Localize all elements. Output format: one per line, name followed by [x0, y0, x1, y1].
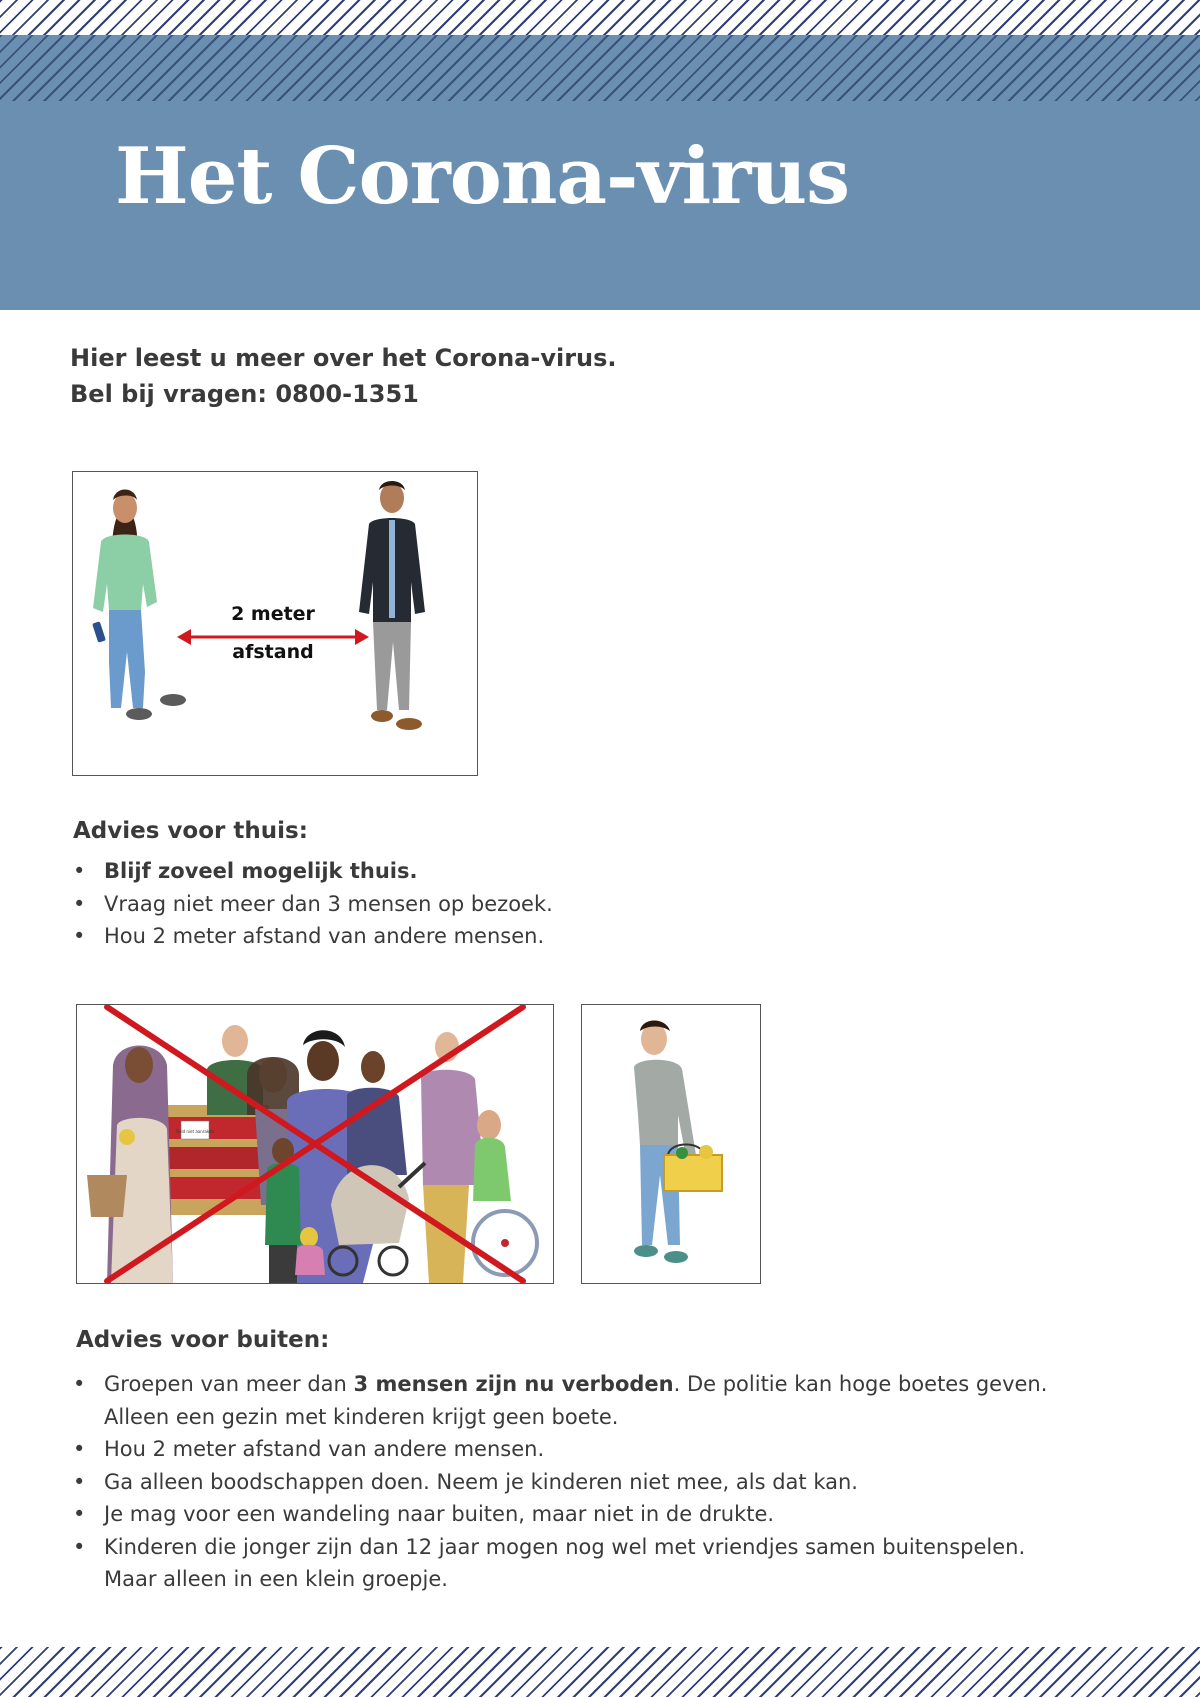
header-banner — [0, 35, 1200, 310]
list-item: • Groepen van meer dan 3 mensen zijn nu verboden. De politie kan hoge boetes geven. Alleen een gezin met kinderen krijgt geen boete. — [73, 1372, 1048, 1429]
list-item: • Je mag voor een wandeling naar buiten, maar niet in de drukte. — [73, 1502, 775, 1526]
banner-hatch-pattern — [0, 35, 1200, 101]
market-stall — [159, 1105, 269, 1215]
shopper-figure — [634, 1021, 696, 1264]
top-stripe-pattern — [0, 0, 1200, 35]
list-item: • Blijf zoveel mogelijk thuis. — [73, 859, 418, 883]
list-item: • Vraag niet meer dan 3 mensen op bezoek. — [73, 891, 553, 916]
crowd-illustration — [76, 1004, 554, 1284]
distance-label-line2: afstand — [232, 641, 314, 663]
list-item: • Hou 2 meter afstand van andere mensen. — [73, 1437, 545, 1461]
list-item: • Kinderen die jonger zijn dan 12 jaar mogen nog wel met vriendjes samen buitenspelen. Maar alleen in een klein groepje. — [73, 1534, 1026, 1591]
distance-label-line1: 2 meter — [231, 603, 315, 625]
list-item: • Hou 2 meter afstand van andere mensen. — [73, 924, 545, 948]
intro-text — [70, 340, 617, 412]
outdoor-advice-heading: Advies voor buiten: — [76, 1327, 330, 1353]
man-figure — [359, 481, 425, 730]
intro-phone-line: Bel bij vragen: 0800-1351 — [70, 380, 419, 408]
intro-line: Hier leest u meer over het Corona-virus. — [70, 344, 617, 372]
list-item: • Ga alleen boodschappen doen. Neem je kinderen niet mee, als dat kan. — [73, 1469, 858, 1494]
home-advice-heading: Advies voor thuis: — [73, 818, 308, 844]
bottom-stripe-pattern — [0, 1647, 1200, 1697]
woman-figure — [92, 490, 186, 721]
page-title: Het Corona-virus — [115, 131, 850, 222]
outdoor-advice-list — [71, 1368, 1047, 1596]
shopper-illustration — [581, 1004, 761, 1284]
home-advice-list — [71, 855, 553, 953]
distance-illustration — [72, 471, 478, 776]
market-sign-text: Geld niet aanraken — [175, 1129, 215, 1134]
